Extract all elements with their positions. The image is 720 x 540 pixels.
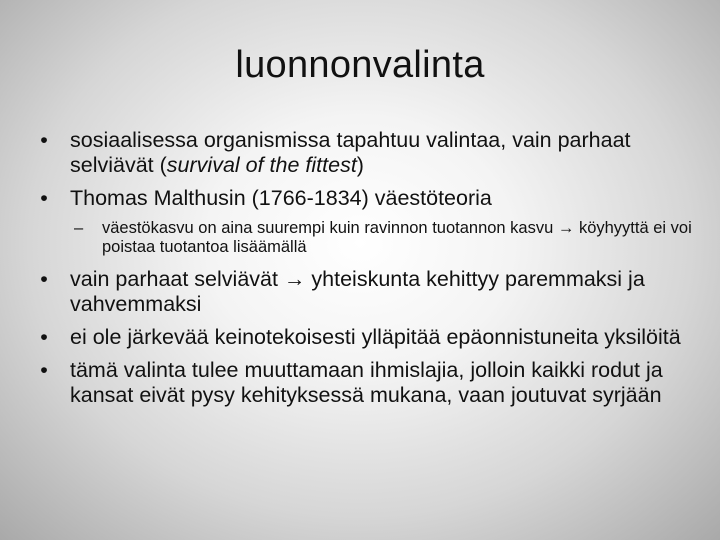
bullet-text: vain parhaat selviävät → yhteiskunta kehittyy paremmaksi ja vahvemmaksi [70, 267, 645, 316]
bullet-list [34, 128, 694, 416]
bullet-text: Thomas Malthusin (1766-1834) väestöteoria [70, 186, 492, 210]
bullet-marker: • [40, 358, 48, 382]
list-item [34, 128, 694, 178]
bullet-marker: • [40, 128, 48, 152]
bullet-text: tämä valinta tulee muuttamaan ihmislajia, jolloin kaikki rodut ja kansat eivät pysy kehityksessä mukana, vaan joutuvat syrjään [70, 358, 663, 407]
bullet-marker: • [40, 325, 48, 349]
dash-marker: – [74, 219, 84, 237]
sub-list-item [66, 219, 694, 257]
bullet-text-part: sosiaalisessa organismissa tapahtuu valintaa, vain parhaat selviävät ( [70, 128, 631, 177]
sub-bullet-text: väestökasvu on aina suurempi kuin ravinnon tuotannon kasvu → köyhyyttä ei voi poistaa tuotantoa lisäämällä [102, 219, 692, 256]
bullet-marker: • [40, 267, 48, 291]
slide-title: luonnonvalinta [235, 44, 485, 86]
bullet-text [70, 128, 631, 177]
list-item [34, 358, 694, 408]
list-item [34, 186, 694, 211]
bullet-text-part: ) [356, 153, 364, 177]
bullet-marker: • [40, 186, 48, 210]
italic-phrase: survival of the fittest [166, 153, 357, 177]
list-item [34, 267, 694, 317]
bullet-text: ei ole järkevää keinotekoisesti ylläpitää epäonnistuneita yksilöitä [70, 325, 681, 349]
list-item [34, 325, 694, 350]
